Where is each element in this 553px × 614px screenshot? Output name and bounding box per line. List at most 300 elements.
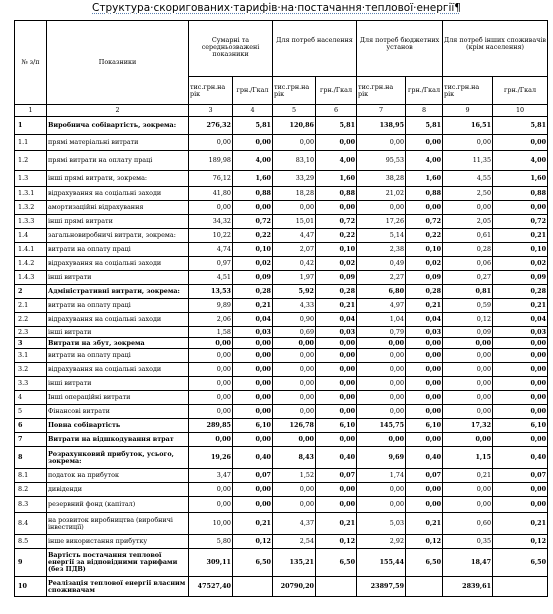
row-number: 8.4 — [15, 513, 47, 535]
row-indicator: Витрати на збут, зокрема — [47, 338, 189, 349]
table-row — [15, 171, 548, 187]
value-gcal: 0,21 — [406, 513, 443, 535]
row-indicator: податок на прибуток — [47, 469, 189, 483]
row-number: 4 — [15, 391, 47, 405]
table-row — [15, 513, 548, 535]
value-thousand: 0,90 — [273, 313, 316, 327]
value-gcal: 0,04 — [406, 313, 443, 327]
value-gcal: 0,00 — [316, 433, 357, 447]
value-thousand: 0,97 — [189, 257, 233, 271]
value-gcal: 0,00 — [233, 201, 273, 215]
value-thousand: 126,78 — [273, 419, 316, 433]
value-thousand: 0,00 — [273, 405, 316, 419]
table-row — [15, 405, 548, 419]
row-indicator: Розрахунковий прибуток, усього, зокрема: — [47, 447, 189, 469]
value-thousand: 10,22 — [189, 229, 233, 243]
value-thousand: 3,47 — [189, 469, 233, 483]
value-thousand: 0,00 — [443, 433, 493, 447]
row-indicator: інші витрати — [47, 271, 189, 285]
value-gcal — [233, 577, 273, 597]
value-thousand: 0,28 — [443, 243, 493, 257]
value-gcal: 4,00 — [316, 151, 357, 171]
value-thousand: 2,05 — [443, 215, 493, 229]
value-gcal: 5,81 — [316, 117, 357, 135]
value-gcal: 5,81 — [406, 117, 443, 135]
table-row — [15, 117, 548, 135]
unit-gcal: грн./Гкал — [316, 77, 357, 105]
value-thousand: 0,00 — [273, 349, 316, 363]
value-thousand: 0,00 — [273, 391, 316, 405]
value-gcal: 0,21 — [233, 513, 273, 535]
value-gcal: 0,10 — [406, 243, 443, 257]
row-number: 2.1 — [15, 299, 47, 313]
value-thousand: 120,86 — [273, 117, 316, 135]
value-thousand: 0,00 — [189, 135, 233, 151]
value-thousand: 0,00 — [357, 405, 406, 419]
value-gcal: 0,00 — [233, 363, 273, 377]
document-title: Структура·скоригованих·тарифів·на·постачання·теплової·енергії¶ — [92, 2, 461, 14]
row-indicator: витрати на оплату праці — [47, 299, 189, 313]
value-thousand: 0,00 — [189, 497, 233, 513]
row-indicator: амортизаційні відрахування — [47, 201, 189, 215]
value-thousand: 0,00 — [189, 338, 233, 349]
value-gcal: 0,04 — [233, 313, 273, 327]
value-thousand: 0,00 — [357, 497, 406, 513]
value-gcal: 0,22 — [406, 229, 443, 243]
table-row — [15, 299, 548, 313]
row-indicator: Повна собівартість — [47, 419, 189, 433]
value-gcal: 0,72 — [493, 215, 548, 229]
value-thousand: 0,00 — [189, 349, 233, 363]
value-gcal: 0,03 — [493, 327, 548, 338]
row-indicator: прямі матеріальні витрати — [47, 135, 189, 151]
value-gcal: 0,88 — [233, 187, 273, 201]
table-row — [15, 419, 548, 433]
value-thousand: 0,79 — [357, 327, 406, 338]
value-gcal: 6,10 — [233, 419, 273, 433]
value-gcal: 0,00 — [493, 363, 548, 377]
row-indicator: резервний фонд (капітал) — [47, 497, 189, 513]
value-thousand: 0,00 — [443, 338, 493, 349]
value-thousand: 0,42 — [273, 257, 316, 271]
value-thousand: 0,00 — [273, 201, 316, 215]
tariff-structure-table — [14, 20, 548, 597]
value-thousand: 0,00 — [357, 391, 406, 405]
value-gcal: 0,12 — [493, 535, 548, 549]
value-thousand: 23897,59 — [357, 577, 406, 597]
row-indicator: Фінансові витрати — [47, 405, 189, 419]
row-indicator: інші витрати — [47, 327, 189, 338]
value-gcal: 0,00 — [316, 201, 357, 215]
table-row — [15, 243, 548, 257]
value-gcal: 0,00 — [493, 338, 548, 349]
row-number: 2.2 — [15, 313, 47, 327]
row-indicator: інші прямі витрати — [47, 215, 189, 229]
value-thousand: 0,00 — [273, 363, 316, 377]
value-gcal: 1,60 — [406, 171, 443, 187]
row-indicator: Адміністративні витрати, зокрема: — [47, 285, 189, 299]
value-thousand: 4,51 — [189, 271, 233, 285]
value-thousand: 0,00 — [443, 135, 493, 151]
value-gcal: 0,12 — [233, 535, 273, 549]
value-gcal: 0,00 — [316, 497, 357, 513]
row-indicator: відрахування на соціальні заходи — [47, 363, 189, 377]
value-gcal: 0,03 — [406, 327, 443, 338]
table-row — [15, 271, 548, 285]
value-thousand: 0,00 — [189, 405, 233, 419]
value-thousand: 289,85 — [189, 419, 233, 433]
value-thousand: 2,07 — [273, 243, 316, 257]
value-gcal: 4,00 — [493, 151, 548, 171]
value-gcal: 0,28 — [233, 285, 273, 299]
row-number: 3.3 — [15, 377, 47, 391]
value-gcal: 0,03 — [316, 327, 357, 338]
value-gcal: 0,00 — [493, 201, 548, 215]
value-thousand: 5,80 — [189, 535, 233, 549]
value-gcal: 0,40 — [406, 447, 443, 469]
value-gcal: 0,00 — [233, 433, 273, 447]
value-gcal: 0,09 — [233, 271, 273, 285]
table-row — [15, 535, 548, 549]
value-thousand: 4,37 — [273, 513, 316, 535]
column-number: 9 — [443, 105, 493, 117]
value-thousand: 0,00 — [443, 377, 493, 391]
value-thousand: 0,00 — [273, 483, 316, 497]
row-number: 1.3.2 — [15, 201, 47, 215]
table-row — [15, 285, 548, 299]
value-gcal: 0,00 — [406, 338, 443, 349]
value-gcal: 0,40 — [493, 447, 548, 469]
value-gcal: 6,50 — [233, 549, 273, 577]
unit-thousand: тис.грн.на рік — [273, 77, 316, 105]
value-gcal: 0,02 — [406, 257, 443, 271]
row-number: 8.3 — [15, 497, 47, 513]
value-thousand: 2,92 — [357, 535, 406, 549]
value-gcal: 0,00 — [493, 135, 548, 151]
unit-gcal: грн./Гкал — [233, 77, 273, 105]
value-thousand: 0,59 — [443, 299, 493, 313]
value-gcal: 0,88 — [316, 187, 357, 201]
value-gcal: 6,50 — [493, 549, 548, 577]
value-gcal: 0,07 — [316, 469, 357, 483]
value-thousand: 0,61 — [443, 229, 493, 243]
value-thousand: 0,00 — [357, 201, 406, 215]
value-thousand: 0,12 — [443, 313, 493, 327]
header-group: Сумарні та середньозважені показники — [189, 21, 273, 77]
row-indicator: на розвиток виробництва (виробничі інвестиції) — [47, 513, 189, 535]
unit-gcal: грн./Гкал — [493, 77, 548, 105]
value-gcal: 4,00 — [233, 151, 273, 171]
value-thousand: 0,00 — [357, 363, 406, 377]
row-indicator: відрахування на соціальні заходи — [47, 313, 189, 327]
value-gcal: 6,10 — [493, 419, 548, 433]
row-number: 8.5 — [15, 535, 47, 549]
value-gcal: 0,00 — [406, 483, 443, 497]
row-indicator: загальновиробничі витрати, зокрема: — [47, 229, 189, 243]
value-thousand: 15,01 — [273, 215, 316, 229]
header-group: Для потреб інших споживачів (крім населення) — [443, 21, 548, 77]
row-indicator: витрати на оплату праці — [47, 243, 189, 257]
row-number: 5 — [15, 405, 47, 419]
value-thousand: 0,00 — [443, 201, 493, 215]
table-row — [15, 497, 548, 513]
value-thousand: 0,00 — [443, 483, 493, 497]
value-thousand: 38,28 — [357, 171, 406, 187]
value-gcal: 0,00 — [316, 349, 357, 363]
value-gcal: 0,10 — [233, 243, 273, 257]
value-gcal: 0,03 — [233, 327, 273, 338]
value-thousand: 0,00 — [189, 363, 233, 377]
value-gcal: 0,00 — [316, 483, 357, 497]
value-gcal: 0,00 — [406, 391, 443, 405]
value-gcal: 0,07 — [233, 469, 273, 483]
value-thousand: 34,32 — [189, 215, 233, 229]
row-number: 2 — [15, 285, 47, 299]
value-thousand: 17,32 — [443, 419, 493, 433]
value-thousand: 5,92 — [273, 285, 316, 299]
table-row — [15, 215, 548, 229]
row-indicator: Виробнича собівартість, зокрема: — [47, 117, 189, 135]
value-thousand: 309,11 — [189, 549, 233, 577]
value-thousand: 0,06 — [443, 257, 493, 271]
value-thousand: 0,00 — [357, 338, 406, 349]
value-thousand: 16,51 — [443, 117, 493, 135]
value-thousand: 138,95 — [357, 117, 406, 135]
table-row — [15, 338, 548, 349]
value-thousand: 0,00 — [443, 349, 493, 363]
value-thousand: 0,00 — [357, 377, 406, 391]
value-thousand: 0,00 — [189, 483, 233, 497]
value-thousand: 1,74 — [357, 469, 406, 483]
unit-gcal: грн./Гкал — [406, 77, 443, 105]
value-gcal: 0,00 — [316, 363, 357, 377]
header-indicators: Показники — [47, 21, 189, 105]
value-gcal: 0,00 — [233, 135, 273, 151]
row-number: 1 — [15, 117, 47, 135]
table-row — [15, 201, 548, 215]
table-row — [15, 229, 548, 243]
column-number: 3 — [189, 105, 233, 117]
row-number: 10 — [15, 577, 47, 597]
value-thousand: 2839,61 — [443, 577, 493, 597]
value-thousand: 47527,40 — [189, 577, 233, 597]
value-thousand: 2,54 — [273, 535, 316, 549]
table-row — [15, 313, 548, 327]
value-thousand: 0,00 — [443, 363, 493, 377]
row-indicator: Інші операційні витрати — [47, 391, 189, 405]
table-row — [15, 151, 548, 171]
value-gcal: 0,00 — [406, 405, 443, 419]
value-gcal: 0,00 — [493, 497, 548, 513]
value-gcal: 0,04 — [493, 313, 548, 327]
value-gcal: 6,50 — [406, 549, 443, 577]
value-gcal: 0,72 — [316, 215, 357, 229]
row-number: 1.4.1 — [15, 243, 47, 257]
value-gcal: 1,60 — [316, 171, 357, 187]
row-number: 2.3 — [15, 327, 47, 338]
table-row — [15, 391, 548, 405]
value-gcal: 0,00 — [233, 391, 273, 405]
value-thousand: 4,55 — [443, 171, 493, 187]
column-number: 7 — [357, 105, 406, 117]
value-thousand: 0,00 — [273, 497, 316, 513]
value-gcal: 0,22 — [233, 229, 273, 243]
value-gcal: 0,00 — [493, 377, 548, 391]
row-number: 8.1 — [15, 469, 47, 483]
value-thousand: 0,00 — [357, 349, 406, 363]
row-number: 3 — [15, 338, 47, 349]
value-gcal: 0,00 — [493, 483, 548, 497]
value-thousand: 17,26 — [357, 215, 406, 229]
value-thousand: 10,00 — [189, 513, 233, 535]
row-indicator: відрахування на соціальні заходи — [47, 187, 189, 201]
value-gcal: 0,00 — [406, 349, 443, 363]
value-gcal: 0,21 — [316, 513, 357, 535]
value-thousand: 0,81 — [443, 285, 493, 299]
value-gcal: 0,00 — [233, 497, 273, 513]
row-number: 1.4 — [15, 229, 47, 243]
table-row — [15, 469, 548, 483]
value-thousand: 9,69 — [357, 447, 406, 469]
header-group: Для потреб населення — [273, 21, 357, 77]
row-number: 1.3.3 — [15, 215, 47, 229]
value-thousand: 276,32 — [189, 117, 233, 135]
value-thousand: 0,00 — [357, 483, 406, 497]
value-thousand: 145,75 — [357, 419, 406, 433]
table-row — [15, 377, 548, 391]
value-gcal: 0,00 — [493, 391, 548, 405]
value-gcal: 0,40 — [316, 447, 357, 469]
value-gcal: 0,12 — [406, 535, 443, 549]
value-gcal: 0,00 — [233, 483, 273, 497]
value-thousand: 0,00 — [443, 391, 493, 405]
value-gcal: 0,02 — [233, 257, 273, 271]
value-thousand: 8,43 — [273, 447, 316, 469]
row-number: 8 — [15, 447, 47, 469]
value-gcal: 0,28 — [493, 285, 548, 299]
value-gcal: 6,10 — [316, 419, 357, 433]
value-gcal: 0,40 — [233, 447, 273, 469]
value-gcal: 0,00 — [233, 377, 273, 391]
value-gcal: 0,04 — [316, 313, 357, 327]
value-gcal: 0,21 — [406, 299, 443, 313]
value-gcal: 0,00 — [406, 377, 443, 391]
value-thousand: 20790,20 — [273, 577, 316, 597]
table-row — [15, 349, 548, 363]
table-row — [15, 433, 548, 447]
row-indicator: Витрати на відшкодування втрат — [47, 433, 189, 447]
value-gcal: 0,00 — [493, 405, 548, 419]
value-thousand: 0,00 — [273, 377, 316, 391]
row-indicator: Вартість постачання теплової енергії за відповідними тарифами (без ПДВ) — [47, 549, 189, 577]
value-gcal: 0,22 — [316, 229, 357, 243]
row-indicator: прямі витрати на оплату праці — [47, 151, 189, 171]
value-thousand: 2,50 — [443, 187, 493, 201]
value-thousand: 6,80 — [357, 285, 406, 299]
row-number: 9 — [15, 549, 47, 577]
value-gcal: 0,72 — [233, 215, 273, 229]
value-thousand: 21,02 — [357, 187, 406, 201]
value-gcal: 0,09 — [406, 271, 443, 285]
value-gcal: 5,81 — [233, 117, 273, 135]
column-number: 2 — [47, 105, 189, 117]
value-thousand: 2,06 — [189, 313, 233, 327]
table-row — [15, 257, 548, 271]
value-gcal: 0,00 — [406, 201, 443, 215]
value-thousand: 0,00 — [189, 201, 233, 215]
value-gcal: 0,09 — [493, 271, 548, 285]
row-number: 3.1 — [15, 349, 47, 363]
row-number: 1.3.1 — [15, 187, 47, 201]
value-gcal: 0,28 — [316, 285, 357, 299]
value-gcal: 0,28 — [406, 285, 443, 299]
value-thousand: 41,80 — [189, 187, 233, 201]
column-number: 10 — [493, 105, 548, 117]
header-group: Для потреб бюджетних установ — [357, 21, 443, 77]
value-gcal: 0,07 — [406, 469, 443, 483]
value-gcal: 0,00 — [493, 349, 548, 363]
value-gcal: 0,21 — [233, 299, 273, 313]
row-number: 7 — [15, 433, 47, 447]
table-row — [15, 447, 548, 469]
value-gcal: 0,21 — [493, 299, 548, 313]
value-gcal: 0,00 — [316, 135, 357, 151]
row-number: 1.4.3 — [15, 271, 47, 285]
unit-thousand: тис.грн.на рік — [189, 77, 233, 105]
row-indicator: Реалізація теплової енергії власним споживачам — [47, 577, 189, 597]
value-thousand: 33,29 — [273, 171, 316, 187]
table-row — [15, 483, 548, 497]
value-thousand: 0,00 — [273, 433, 316, 447]
value-gcal: 0,09 — [316, 271, 357, 285]
value-thousand: 0,21 — [443, 469, 493, 483]
value-gcal: 1,60 — [233, 171, 273, 187]
value-gcal: 0,21 — [316, 299, 357, 313]
value-gcal: 0,00 — [406, 135, 443, 151]
value-gcal: 0,00 — [316, 377, 357, 391]
value-thousand: 0,60 — [443, 513, 493, 535]
row-indicator: відрахування на соціальні заходи — [47, 257, 189, 271]
value-gcal: 5,81 — [493, 117, 548, 135]
value-thousand: 1,15 — [443, 447, 493, 469]
row-number: 3.2 — [15, 363, 47, 377]
value-gcal: 0,00 — [316, 338, 357, 349]
value-thousand: 0,69 — [273, 327, 316, 338]
value-gcal: 0,12 — [316, 535, 357, 549]
value-thousand: 2,38 — [357, 243, 406, 257]
row-number: 1.1 — [15, 135, 47, 151]
value-gcal: 0,00 — [406, 497, 443, 513]
value-thousand: 0,00 — [357, 135, 406, 151]
column-number: 5 — [273, 105, 316, 117]
table-row — [15, 135, 548, 151]
value-thousand: 1,58 — [189, 327, 233, 338]
value-thousand: 4,74 — [189, 243, 233, 257]
value-gcal: 6,50 — [316, 549, 357, 577]
value-thousand: 9,89 — [189, 299, 233, 313]
value-thousand: 83,10 — [273, 151, 316, 171]
value-thousand: 0,00 — [273, 135, 316, 151]
value-thousand: 4,97 — [357, 299, 406, 313]
value-gcal — [316, 577, 357, 597]
value-gcal: 0,21 — [493, 229, 548, 243]
value-gcal: 0,21 — [493, 513, 548, 535]
value-thousand: 0,35 — [443, 535, 493, 549]
unit-thousand: тис.грн.на рік — [357, 77, 406, 105]
value-thousand: 0,09 — [443, 327, 493, 338]
value-thousand: 0,00 — [443, 405, 493, 419]
table-row — [15, 187, 548, 201]
